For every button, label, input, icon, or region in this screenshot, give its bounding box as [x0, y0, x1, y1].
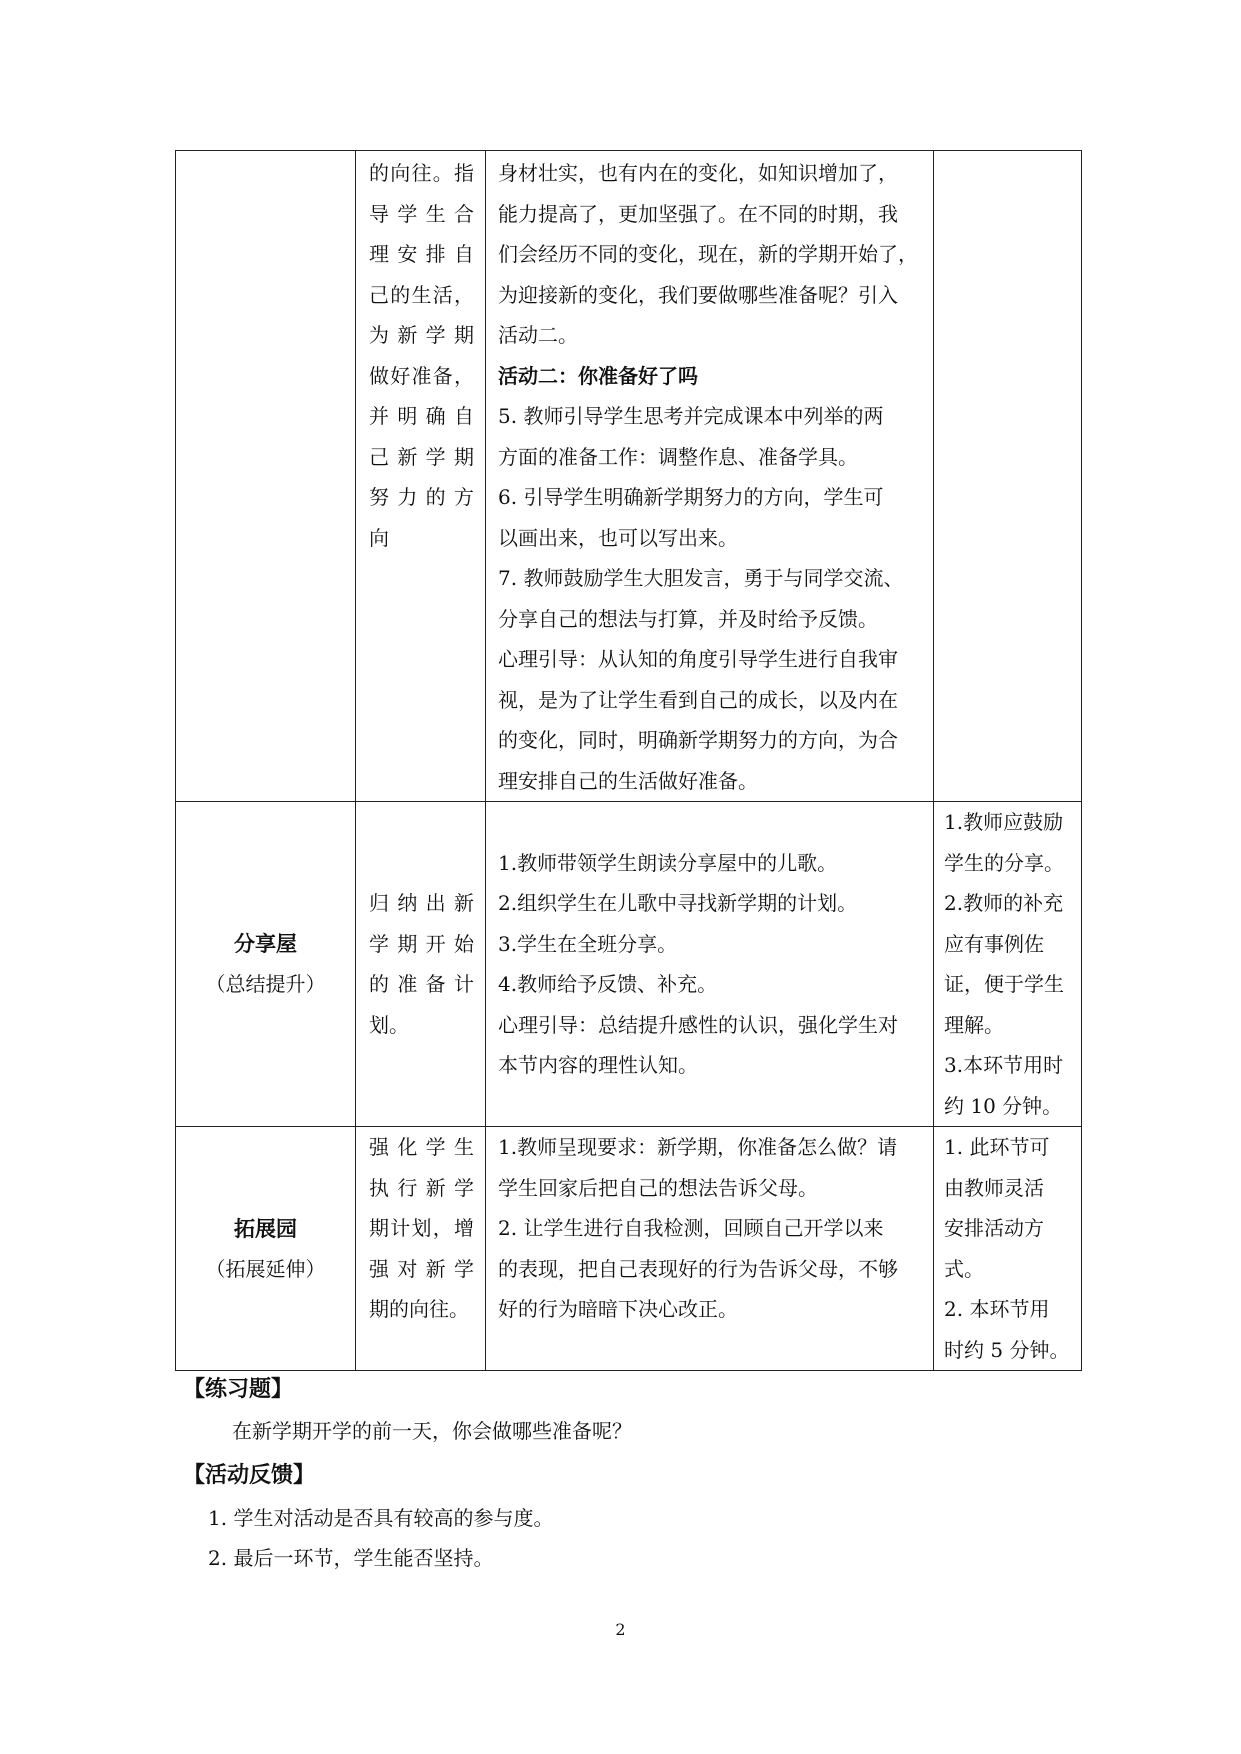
- notes-cell: 1.教师应鼓励 学生的分享。 2.教师的补充 应有事例佐 证，便于学生 理解。 3.本环节用时 约 10 分钟。: [934, 802, 1082, 1127]
- table-row: [176, 802, 1082, 1127]
- lesson-table: [175, 150, 1082, 1371]
- table-row: [176, 151, 1082, 802]
- stage-subtitle: （拓展延伸）: [205, 1256, 326, 1281]
- stage-name: 分享屋: [234, 932, 297, 956]
- table-row: [176, 1127, 1082, 1371]
- notes-cell: [934, 151, 1082, 802]
- exercise-title: 【练习题】: [183, 1377, 294, 1402]
- goal-cell: 归纳出新 学期开始 的准备计 划。: [356, 802, 486, 1127]
- stage-name: 拓展园: [234, 1216, 297, 1241]
- process-cell: 1.教师带领学生朗读分享屋中的儿歌。 2.组织学生在儿歌中寻找新学期的计划。 3.学生在全班分享。 4.教师给予反馈、补充。 心理引导：总结提升感性的认识，强化学生对 本节内容的理性认知。: [486, 802, 934, 1127]
- feedback-item: 1. 学生对活动是否具有较高的参与度。: [208, 1506, 554, 1530]
- page-number: 2: [615, 1620, 626, 1639]
- goal-cell: 的向往。指 导学生合 理安排自 己的生活， 为新学期 做好准备， 并明确自 己新学期 努力的方 向: [356, 151, 486, 802]
- feedback-item: 2. 最后一环节，学生能否坚持。: [208, 1546, 494, 1570]
- process-cell: 身材壮实，也有内在的变化，如知识增加了， 能力提高了，更加坚强了。在不同的时期，我 们会经历不同的变化，现在，新的学期开始了， 为迎接新的变化，我们要做哪些准备呢？引入 活动二。 活动二：你准备好了吗 5. 教师引导学生思考并完成课本中列举的两 方面的准备工作：调整作息、准备学具。 6. 引导学生明确新学期努力的方向，学生可 以画出来，也可以写出来。 7. 教师鼓励学生大胆发言，勇于与同学交流、 分享自己的想法与打算，并及时给予反馈。 心理引导：从认知的角度引导学生进行自我审 视，是为了让学生看到自己的成长，以及内在 的变化，同时，明确新学期努力的方向，为合 理安排自己的生活做好准备。: [486, 151, 934, 802]
- stage-cell: [176, 1127, 356, 1371]
- stage-cell: [176, 802, 356, 1127]
- process-cell: 1.教师呈现要求：新学期，你准备怎么做？请 学生回家后把自己的想法告诉父母。 2. 让学生进行自我检测，回顾自己开学以来 的表现，把自己表现好的行为告诉父母，不够 好的行为暗暗下决心改正。: [486, 1127, 934, 1371]
- feedback-title: 【活动反馈】: [183, 1463, 316, 1488]
- notes-cell: 1. 此环节可 由教师灵活 安排活动方 式。 2. 本环节用 时约 5 分钟。: [934, 1127, 1082, 1371]
- stage-cell: [176, 151, 356, 802]
- exercise-text: 在新学期开学的前一天，你会做哪些准备呢？: [232, 1419, 632, 1443]
- stage-subtitle: （总结提升）: [205, 972, 326, 996]
- goal-cell: 强化学生 执行新学 期计划，增 强对新学 期的向往。: [356, 1127, 486, 1371]
- activity-heading: 活动二：你准备好了吗: [498, 363, 698, 388]
